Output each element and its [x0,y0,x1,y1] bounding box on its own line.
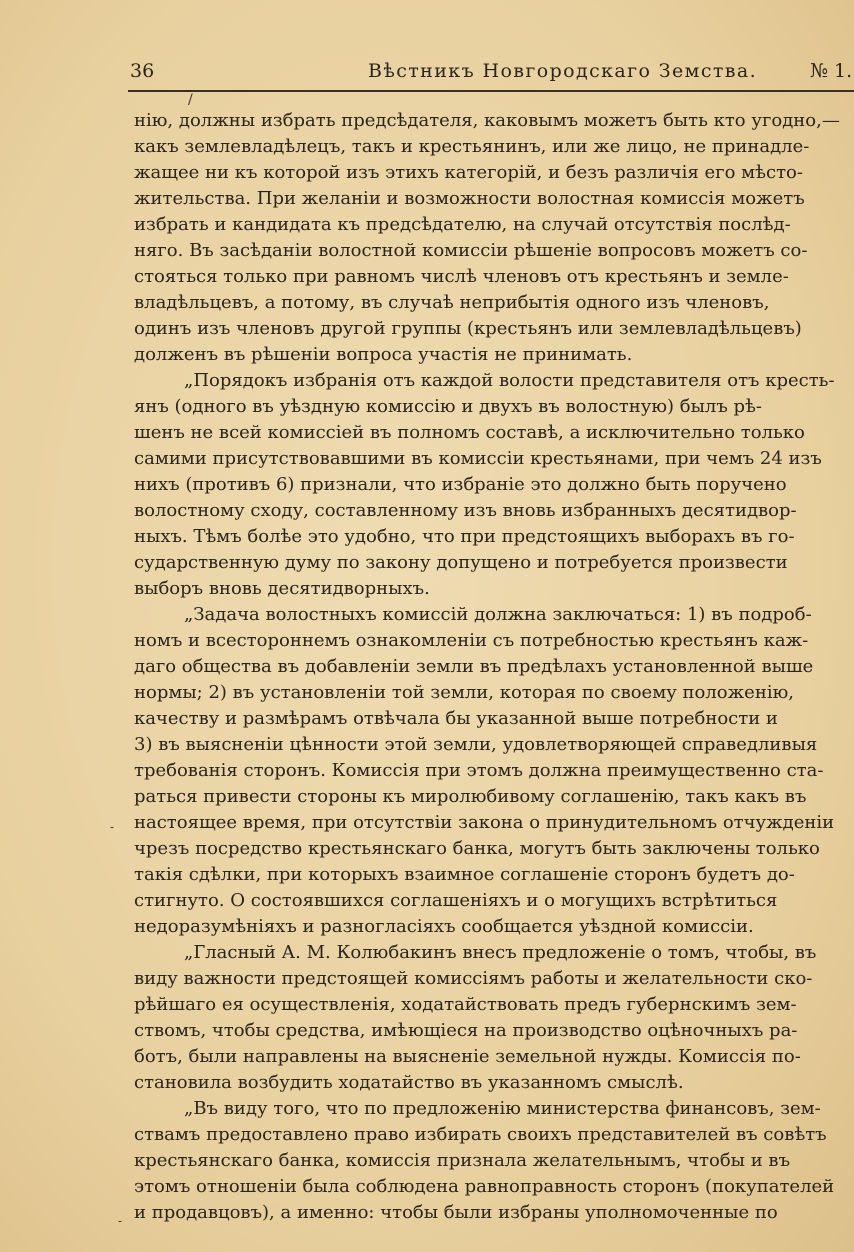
running-header [128,58,854,88]
issue-number: № 1. [810,60,853,82]
paragraph-election-order: „Порядокъ избранія отъ каждой волости представителя отъ кресть- янъ (одного въ уѣздную комиссію и двухъ въ волостную) былъ рѣ- шенъ не всей комиссіей въ полномъ составѣ, а исключительно только самими присутствовавшими въ комиссіи крестьянами, при чемъ 24 изъ нихъ (противъ 6) признали, что избраніе это должно быть поручено волостному сходу, составленному изъ вновь избранныхъ десятидвор- ныхъ. Тѣмъ болѣе это удобно, что при предстоящихъ выборахъ въ го- сударственную думу по закону допущено и потребуется произвести выборъ вновь десятидворныхъ. [134,370,835,599]
journal-title: Вѣстникъ Новгородскаго Земства. [368,60,758,82]
paragraph-continuation: нію, должны избрать предсѣдателя, каковымъ можетъ быть кто угодно,— какъ землевладѣлецъ, такъ и крестьянинъ, или же лицо, не принадле- жащее ни къ которой изъ этихъ категорій, и безъ различія его мѣсто- жительства. При желаніи и возможности волостная комиссія можетъ избрать и кандидата къ предсѣдателю, на случай отсутствія послѣд- няго. Въ засѣданіи волостной комиссіи рѣшеніе вопросовъ можетъ со- стояться только при равномъ числѣ членовъ отъ крестьянъ и земле- владѣльцевъ, а потому, въ случаѣ неприбытія одного изъ членовъ, одинъ изъ членовъ другой группы (крестьянъ или землевладѣльцевъ) долженъ въ рѣшеніи вопроса участія не принимать. [134,110,840,365]
margin-mark: - [118,1214,123,1228]
margin-mark: - [110,820,115,834]
paragraph-bank-council: „Въ виду того, что по предложенію министерства финансовъ, зем- ствамъ предоставлено право избирать своихъ представителей въ совѣтъ крестьянскаго банка, комиссія признала желательнымъ, чтобы и въ этомъ отношеніи была соблюдена равноправность сторонъ (покупателей и продавцовъ), а именно: чтобы были избраны уполномоченные по [134,1098,835,1223]
page-number: 36 [130,60,155,82]
paragraph-kolyubakin-proposal: „Гласный А. М. Колюбакинъ внесъ предложеніе о томъ, чтобы, въ виду важности предстоящей комиссіямъ работы и желательности ско- рѣйшаго ея осуществленія, ходатайствовать предъ губернскимъ зем- ствомъ, чтобы средства, имѣющіеся на производство оцѣночныхъ ра- ботъ, были направлены на выясненіе земельной нужды. Комиссія по- становила возбудить ходатайство въ указанномъ смыслѣ. [134,942,817,1093]
ink-speck-mark: / [188,92,193,108]
article-body [134,108,852,1226]
header-rule [128,90,854,92]
paragraph-commission-task: „Задача волостныхъ комиссій должна заключаться: 1) въ подроб- номъ и всестороннемъ ознакомленіи съ потребностью крестьянъ каж- даго общества въ добавленіи земли въ предѣлахъ установленной выше нормы; 2) въ установленіи той земли, которая по своему положенію, качеству и размѣрамъ отвѣчала бы указанной выше потребности и 3) въ выясненіи цѣнности этой земли, удовлетворяющей справедливыя требованія сторонъ. Комиссія при этомъ должна преимущественно ста- раться привести стороны къ миролюбивому соглашенію, такъ какъ въ настоящее время, при отсутствіи закона о принудительномъ отчужденіи чрезъ посредство крестьянскаго банка, могутъ быть заключены только такія сдѣлки, при которыхъ взаимное соглашеніе сторонъ будетъ до- стигнуто. О состоявшихся соглашеніяхъ и о могущихъ встрѣтиться недоразумѣніяхъ и разногласіяхъ сообщается уѣздной комиссіи. [134,604,835,937]
